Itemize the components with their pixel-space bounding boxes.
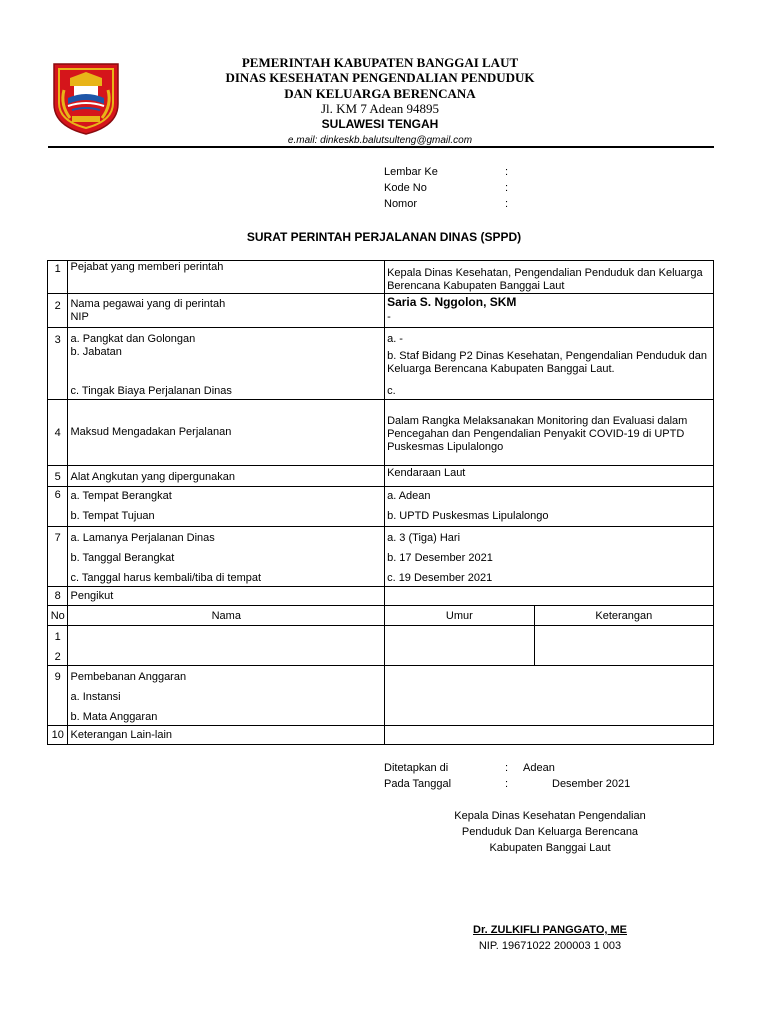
row-number: 4 bbox=[48, 400, 68, 466]
table-row bbox=[48, 294, 714, 328]
table-row bbox=[48, 487, 714, 527]
row-number: 5 bbox=[48, 466, 68, 487]
document-title: SURAT PERINTAH PERJALANAN DINAS (SPPD) bbox=[246, 230, 522, 244]
row-value: Dalam Rangka Melaksanakan Monitoring dan Evaluasi dalam Pencegahan dan Pengendalian Penyakit COVID-19 di UPTD Puskesmas Lipulalongo bbox=[385, 400, 714, 466]
ditetapkan-value: Adean bbox=[523, 762, 555, 774]
row-value: c. 19 Desember 2021 bbox=[387, 572, 493, 584]
row-number: 1 bbox=[48, 261, 68, 294]
table-row bbox=[48, 726, 714, 745]
signer-position: Kepala Dinas Kesehatan Pengendalian bbox=[454, 810, 646, 822]
list-item: 2 bbox=[54, 651, 61, 663]
row-number: 7 bbox=[48, 527, 68, 587]
row-label: a. Instansi bbox=[70, 691, 121, 703]
row-value: Kepala Dinas Kesehatan, Pengendalian Penduduk dan Keluarga Berencana Kabupaten Banggai Laut bbox=[385, 261, 714, 294]
sppd-table bbox=[47, 260, 714, 745]
row-number: 3 bbox=[48, 328, 68, 400]
tanggal-label: Pada Tanggal bbox=[384, 778, 452, 790]
agency-name: DINAS KESEHATAN PENGENDALIAN PENDUDUK bbox=[225, 70, 535, 85]
lembar-label: Lembar Ke bbox=[384, 166, 438, 178]
row-label: Nama pegawai yang di perintah bbox=[70, 298, 226, 310]
employee-name: Saria S. Nggolon, SKM bbox=[387, 295, 517, 309]
gov-name: PEMERINTAH KABUPATEN BANGGAI LAUT bbox=[241, 55, 519, 70]
tanggal-value: Desember 2021 bbox=[552, 778, 631, 790]
regency-emblem bbox=[50, 60, 122, 136]
row-label: a. Tempat Berangkat bbox=[70, 490, 172, 502]
col-header-no: No bbox=[48, 606, 68, 626]
row-label: NIP bbox=[70, 311, 89, 323]
row-label: b. Tempat Tujuan bbox=[70, 510, 155, 522]
table-row bbox=[48, 466, 714, 487]
province: SULAWESI TENGAH bbox=[321, 117, 439, 131]
row-value: b. 17 Desember 2021 bbox=[387, 552, 493, 564]
row-label: c. Tanggal harus kembali/tiba di tempat bbox=[70, 572, 262, 584]
table-row bbox=[48, 328, 714, 400]
lembar-colon: : bbox=[505, 166, 509, 178]
row-label: b. Jabatan bbox=[70, 346, 122, 358]
tanggal-colon: : bbox=[505, 778, 509, 790]
signer-nip: NIP. 19671022 200003 1 003 bbox=[478, 940, 622, 952]
row-label: b. Mata Anggaran bbox=[70, 711, 158, 723]
row-label: b. Tanggal Berangkat bbox=[70, 552, 175, 564]
table-row bbox=[48, 527, 714, 587]
header-divider bbox=[48, 146, 714, 148]
table-row bbox=[48, 587, 714, 606]
agency-name-cont: DAN KELUARGA BERENCANA bbox=[284, 86, 476, 101]
row-value: b. UPTD Puskesmas Lipulalongo bbox=[387, 510, 549, 522]
ditetapkan-label: Ditetapkan di bbox=[384, 762, 449, 774]
row-label: Alat Angkutan yang dipergunakan bbox=[68, 466, 385, 487]
employee-nip: - bbox=[387, 311, 391, 323]
row-number: 8 bbox=[48, 587, 68, 606]
nomor-label: Nomor bbox=[384, 198, 418, 210]
kode-colon: : bbox=[505, 182, 509, 194]
kode-label: Kode No bbox=[384, 182, 427, 194]
row-number: 6 bbox=[48, 487, 68, 527]
address: Jl. KM 7 Adean 94895 bbox=[320, 101, 440, 116]
row-label: Keterangan Lain-lain bbox=[68, 726, 385, 745]
col-header-nama: Nama bbox=[68, 606, 385, 626]
row-label: Maksud Mengadakan Perjalanan bbox=[68, 400, 385, 466]
row-label: Pejabat yang memberi perintah bbox=[68, 261, 385, 294]
row-value: a. - bbox=[387, 333, 403, 345]
row-number: 10 bbox=[48, 726, 68, 745]
row-value: c. bbox=[387, 385, 396, 397]
ditetapkan-colon: : bbox=[505, 762, 509, 774]
signer-regency: Kabupaten Banggai Laut bbox=[489, 842, 611, 854]
row-value: b. Staf Bidang P2 Dinas Kesehatan, Pengendalian Penduduk dan Keluarga Berencana Kabupaten Banggai Laut. bbox=[387, 350, 707, 375]
row-value: a. 3 (Tiga) Hari bbox=[387, 532, 461, 544]
email: e.mail: dinkeskb.balutsulteng@gmail.com bbox=[287, 135, 473, 146]
row-value: Kendaraan Laut bbox=[385, 466, 714, 487]
row-label: c. Tingak Biaya Perjalanan Dinas bbox=[70, 385, 232, 397]
row-value: a. Adean bbox=[387, 490, 431, 502]
row-label: Pengikut bbox=[68, 587, 385, 606]
row-label: Pembebanan Anggaran bbox=[70, 671, 187, 683]
table-row bbox=[48, 626, 714, 666]
nomor-colon: : bbox=[505, 198, 509, 210]
row-label: a. Pangkat dan Golongan bbox=[70, 333, 196, 345]
table-row bbox=[48, 261, 714, 294]
list-item: 1 bbox=[54, 631, 61, 643]
table-row bbox=[48, 400, 714, 466]
table-row bbox=[48, 666, 714, 726]
row-number: 2 bbox=[48, 294, 68, 328]
col-header-keterangan: Keterangan bbox=[534, 606, 713, 626]
row-label: a. Lamanya Perjalanan Dinas bbox=[70, 532, 215, 544]
signer-position-cont: Penduduk Dan Keluarga Berencana bbox=[461, 826, 639, 838]
table-row bbox=[48, 606, 714, 626]
row-number: 9 bbox=[48, 666, 68, 726]
signer-name: Dr. ZULKIFLI PANGGATO, ME bbox=[473, 924, 627, 936]
col-header-umur: Umur bbox=[385, 606, 535, 626]
